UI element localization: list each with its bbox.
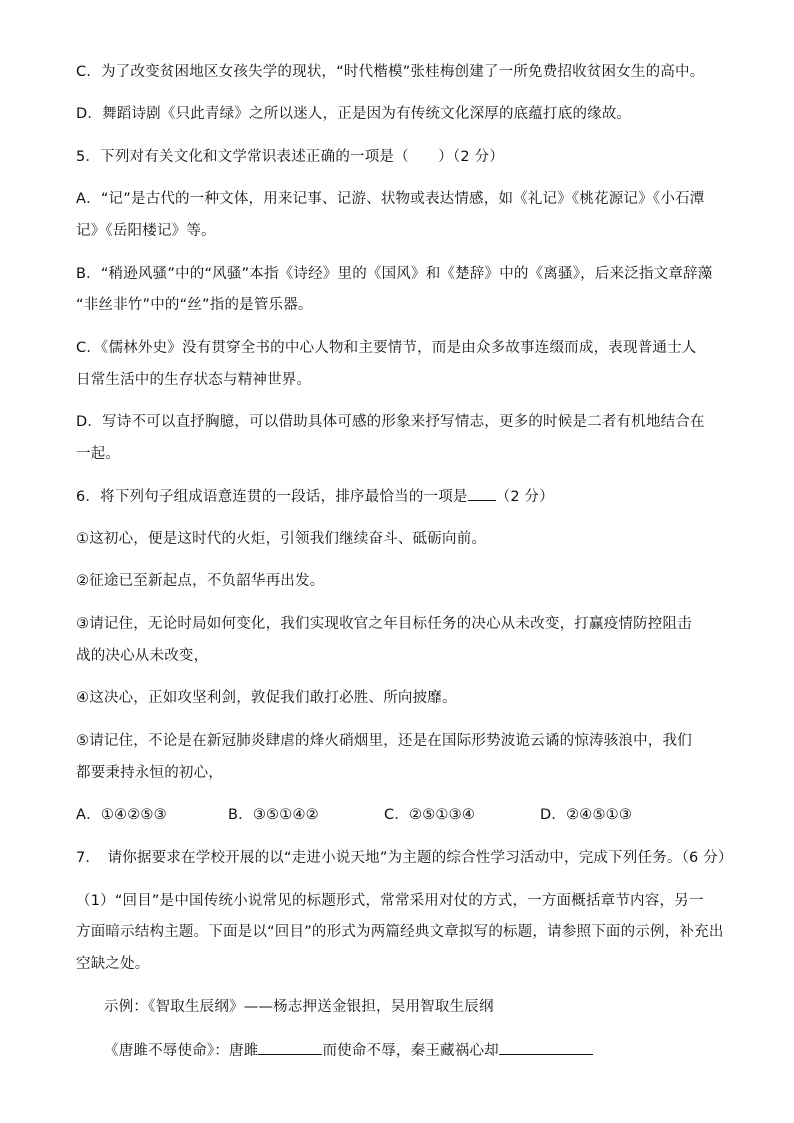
q5-option-c-line2: 日常生活中的生存状态与精神世界。: [76, 372, 312, 388]
q7-part1-line1: （1）“回目”是中国传统小说常见的标题形式，常常采用对仗的方式，一方面概括章节内容，另一: [76, 893, 704, 909]
q4-option-c: C．为了改变贫困地区女孩失学的现状，“时代楷模”张桂梅创建了一所免费招收贫困女生的高中。: [76, 64, 705, 80]
q6-options: [76, 805, 726, 825]
q7-part1-line3: 空缺之处。: [76, 956, 150, 972]
q6-sentence-5-line1: ⑤请记住，不论是在新冠肺炎肆虐的烽火硝烟里，还是在国际形势波诡云谲的惊涛骇浪中，我们: [76, 733, 692, 749]
q6-option-a: A．①④②⑤③: [76, 807, 167, 823]
q7-task-prefix: 《唐雎不辱使命》：唐雎: [104, 1043, 259, 1059]
q7-blank-2[interactable]: [499, 1040, 593, 1055]
q7-part1-line2: 方面暗示结构主题。下面是以“回目”的形式为两篇经典文章拟写的标题，请参照下面的示例，补充出: [76, 924, 724, 940]
q5-option-a-line2: 记》《岳阳楼记》等。: [76, 223, 216, 239]
q5-option-b-line1: B．“稍逊风骚”中的“风骚”本指《诗经》里的《国风》和《楚辞》中的《离骚》，后来泛指文章辞藻: [76, 266, 713, 282]
q6-sentence-3-line1: ③请记住，无论时局如何变化，我们实现收官之年目标任务的决心从未改变，打赢疫情防控阻击: [76, 616, 692, 632]
q7-task-middle: 而使命不辱，秦王藏祸心却: [322, 1043, 499, 1059]
q6-stem-suffix: （2 分）: [495, 489, 554, 505]
q6-answer-blank[interactable]: [468, 486, 496, 501]
q6-sentence-4: ④这决心，正如攻坚利剑，敦促我们敢打必胜、所向披靡。: [76, 690, 457, 706]
q6-stem-prefix: 6．将下列句子组成语意连贯的一段话，排序最恰当的一项是: [76, 489, 468, 505]
q5-option-c-line1: C．《儒林外史》没有贯穿全书的中心人物和主要情节，而是由众多故事连缀而成，表现普通士人: [76, 340, 697, 356]
q6-stem: [76, 486, 726, 507]
q6-sentence-1: ①这初心，便是这时代的火炬，引领我们继续奋斗、砥砺向前。: [76, 531, 487, 547]
q6-sentence-3-line2: 战的决心从未改变，: [76, 648, 209, 664]
q6-sentence-2: ②征途已至新起点，不负韶华再出发。: [76, 573, 325, 589]
q5-option-d-line2: 一起。: [76, 446, 121, 462]
q5-option-b-line2: “非丝非竹”中的“丝”指的是管乐器。: [76, 297, 313, 313]
q7-blank-1[interactable]: [258, 1040, 322, 1055]
q7-example: 示例：《智取生辰纲》——杨志押送金银担，吴用智取生辰纲: [104, 999, 494, 1015]
q4-option-d: D．舞蹈诗剧《只此青绿》之所以迷人，正是因为有传统文化深厚的底蕴打底的缘故。: [76, 106, 632, 122]
q5-option-d-line1: D．写诗不可以直抒胸臆，可以借助具体可感的形象来抒写情志，更多的时候是二者有机地结合在: [76, 414, 705, 430]
q6-option-c: C．②⑤①③④: [384, 807, 476, 823]
q7-stem: 7． 请你据要求在学校开展的以“走进小说天地”为主题的综合性学习活动中，完成下列任务。（6 分）: [76, 850, 733, 866]
q5-option-a-line1: A．“记”是古代的一种文体，用来记事、记游、状物或表达情感，如《礼记》《桃花源记》《小石潭: [76, 191, 705, 207]
q6-sentence-5-line2: 都要秉持永恒的初心，: [76, 765, 223, 781]
q7-task-line: [104, 1040, 754, 1061]
q5-stem: 5．下列对有关文化和文学常识表述正确的一项是（ ）（2 分）: [76, 149, 505, 165]
q6-option-b: B．③⑤①④②: [228, 807, 319, 823]
q6-option-d: D．②④⑤①③: [540, 807, 633, 823]
